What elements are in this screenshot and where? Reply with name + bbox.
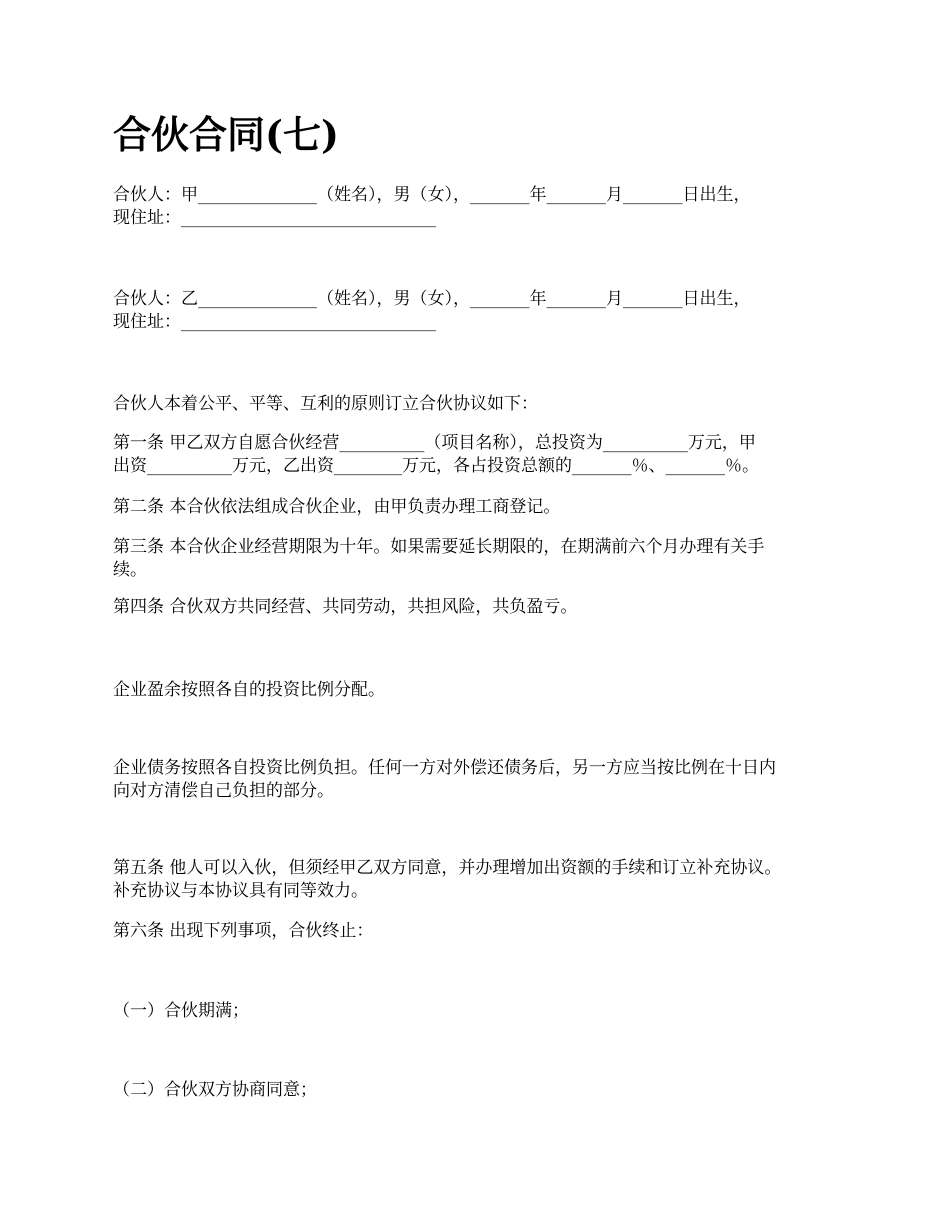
- article-4: 第四条 合伙双方共同经营、共同劳动，共担风险，共负盈亏。: [113, 597, 578, 617]
- agreement-intro: 合伙人本着公平、平等、互利的原则订立合伙协议如下：: [113, 394, 538, 414]
- partner-a-info: 合伙人：甲______________（姓名），男（女），_______年_______月_______日出生， 现住址：______________________________: [113, 185, 751, 228]
- document-title: 合伙合同(七): [113, 112, 339, 157]
- profit-distribution: 企业盈余按照各自的投资比例分配。: [113, 680, 385, 700]
- article-3: 第三条 本合伙企业经营期限为十年。如果需要延长期限的，在期满前六个月办理有关手 续。: [113, 537, 765, 580]
- article-5: 第五条 他人可以入伙，但须经甲乙双方同意，并办理增加出资额的手续和订立补充协议。 补充协议与本协议具有同等效力。: [113, 858, 782, 901]
- termination-item-1: （一）合伙期满；: [113, 1001, 249, 1021]
- debt-sharing: 企业债务按照各自投资比例负担。任何一方对外偿还债务后，另一方应当按比例在十日内 向对方清偿自己负担的部分。: [113, 758, 776, 801]
- partner-b-info: 合伙人：乙______________（姓名），男（女），_______年_______月_______日出生， 现住址：______________________________: [113, 289, 751, 332]
- article-1: 第一条 甲乙双方自愿合伙经营__________（项目名称），总投资为__________万元，甲 出资__________万元，乙出资________万元，各占投资总额的_______％、_______％。: [113, 433, 759, 476]
- article-2: 第二条 本合伙依法组成合伙企业，由甲负责办理工商登记。: [113, 497, 561, 517]
- termination-item-2: （二）合伙双方协商同意；: [113, 1080, 317, 1100]
- article-6: 第六条 出现下列事项，合伙终止：: [113, 921, 374, 941]
